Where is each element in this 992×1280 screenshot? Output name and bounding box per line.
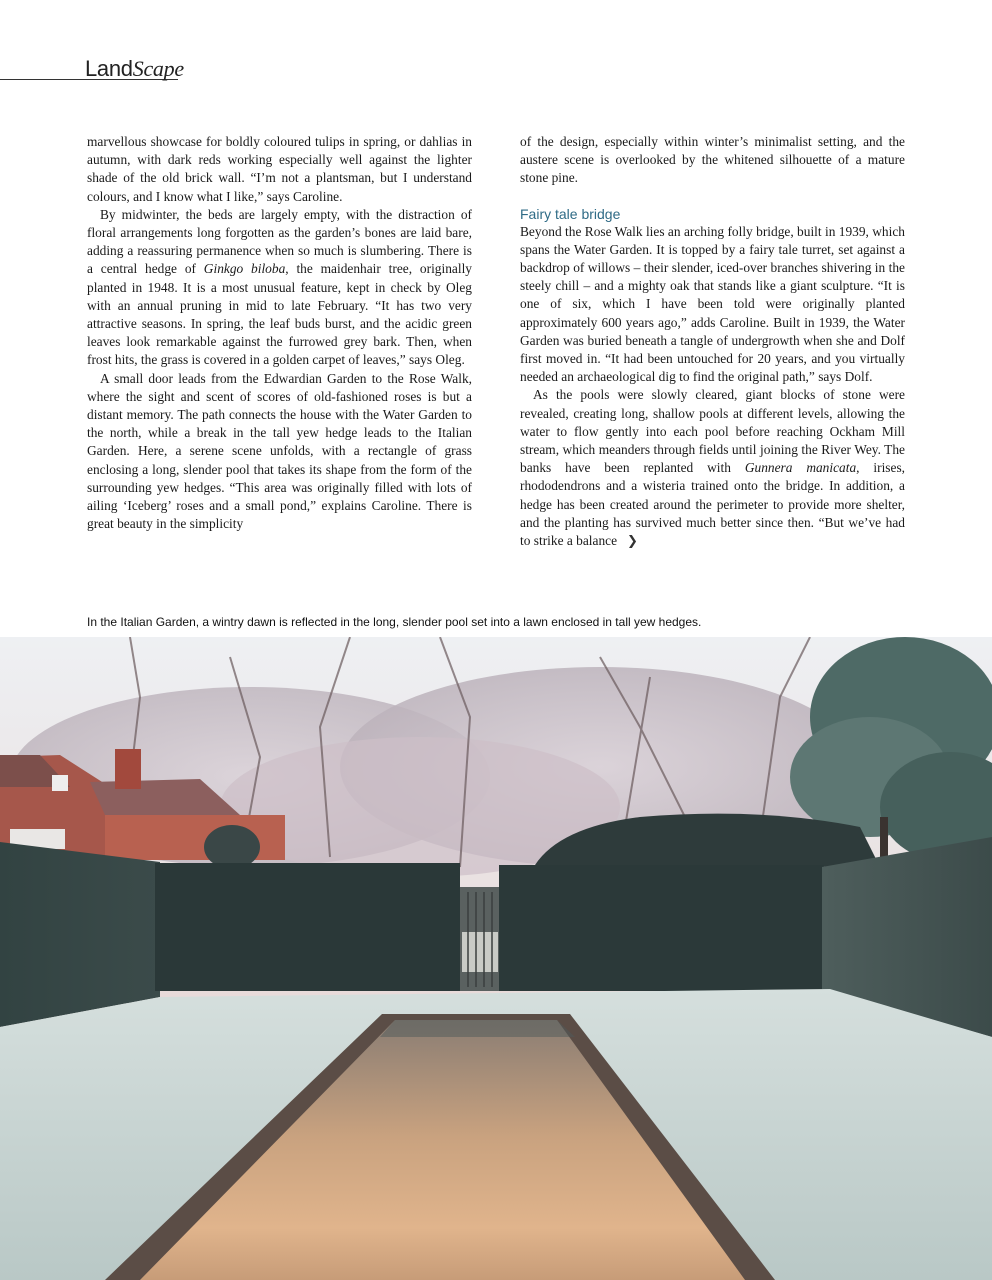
subheading: Fairy tale bridge: [520, 205, 621, 222]
paragraph-text: By midwinter, the beds are largely empty, with the distraction of floral arrangements long forgotten as the garden’s bones are laid bare, adding a reassuring permanence when so much is slumbering. There is a central hedge of: [87, 206, 472, 277]
masthead-scape: Scape: [132, 56, 184, 81]
topiary-dome: [204, 825, 260, 869]
paragraph: [520, 386, 905, 551]
photo-caption: In the Italian Garden, a wintry dawn is reflected in the long, slender pool set into a lawn enclosed in tall yew hedges.: [87, 615, 702, 629]
paragraph-text: As the pools were slowly cleared, giant blocks of stone were revealed, creating long, shallow pools at different levels, allowing the water to flow gently into each pool before reaching Ockham Mill stream, which meanders through fields until joining the River Wey. The banks have been replanted with: [520, 387, 905, 476]
paragraph: Beyond the Rose Walk lies an arching folly bridge, built in 1939, which spans the Water Garden. It is topped by a fairy tale turret, set against a backdrop of willows – their slender, iced-over branches shivering in the steely chill – and a mighty oak that stands like a giant sculpture. “It is one of six, which I have been told were originally planted approximately 600 years ago,” adds Caroline. Built in 1939, the Water Garden was buried beneath a tangle of undergrowth when she and Dolf first moved in. “It had been untouched for 20 years, and you virtually needed an archaeological dig to find the original path,” says Dolf.: [520, 223, 905, 385]
paragraph-text: , the maidenhair tree, originally planted in 1948. It is a most unusual feature, kept in check by Oleg with an annual pruning in mid to late February. “It has two very attractive seasons. In spring, the leaf buds burst, and the acidic green leaves look remarkable against the furrowed grey bark. Then, when frost hits, the grass is covered in a golden carpet of leaves,” says Oleg.: [87, 261, 472, 368]
gateway: [460, 887, 500, 991]
paragraph: [87, 206, 472, 370]
article-column-left: [87, 133, 472, 533]
section-masthead: [85, 56, 184, 82]
garden-photo: [0, 637, 992, 1280]
plant-name-italic: Ginkgo biloba: [203, 261, 286, 277]
masthead-land: Land: [85, 56, 133, 81]
plant-name-italic: Gunnera manicata: [744, 460, 857, 476]
article-column-right: [520, 133, 905, 551]
continue-arrow-icon: ❯: [627, 534, 638, 550]
paragraph: of the design, especially within winter’s minimalist setting, and the austere scene is overlooked by the whitened silhouette of a mature stone pine.: [520, 134, 905, 186]
paragraph: marvellous showcase for boldly coloured tulips in spring, or dahlias in autumn, with dark reds working especially well against the lighter shade of the old brick wall. “I’m not a plantsman, but I understand colours, and I know what I like,” says Caroline.: [87, 134, 472, 204]
paragraph-text: , irises, rhododendrons and a wisteria trained onto the bridge. In addition, a hedge has been created around the perimeter to provide more shelter, and the planting has survived much better since then. “But we’ve had to strike a balance: [520, 460, 905, 549]
paragraph: A small door leads from the Edwardian Garden to the Rose Walk, where the sight and scent of scores of old-fashioned roses is but a distant memory. The path connects the house with the Water Garden to the north, while a break in the tall yew hedge leads to the Italian Garden. Here, a serene scene unfolds, with a rectangle of grass enclosing a long, slender pool that takes its shape from the form of the surrounding yew hedges. “This area was originally filled with lots of ailing ‘Iceberg’ roses and a small pond,” explains Caroline. There is great beauty in the simplicity: [87, 370, 472, 532]
